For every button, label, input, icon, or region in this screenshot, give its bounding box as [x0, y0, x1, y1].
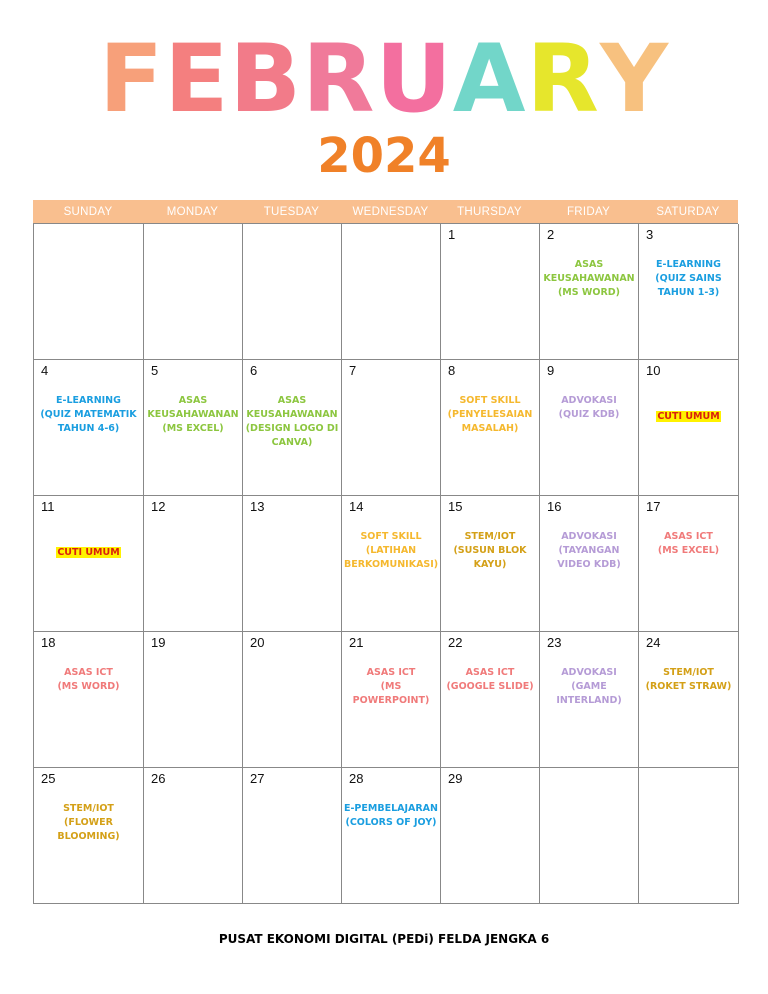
- day-cell: [441, 360, 540, 496]
- day-number: 1: [448, 227, 456, 242]
- month-letter: R: [526, 25, 600, 134]
- event-label: ASAS KEUSAHAWANAN (DESIGN LOGO DI CANVA): [245, 395, 339, 448]
- day-cell: [342, 224, 441, 360]
- day-number: 16: [547, 499, 562, 514]
- day-cell: [243, 224, 342, 360]
- holiday-highlight: CUTI UMUM: [657, 411, 720, 422]
- day-cell: [144, 360, 243, 496]
- day-number: 19: [151, 635, 166, 650]
- weekday-monday: MONDAY: [166, 205, 219, 218]
- day-number: 28: [349, 771, 364, 786]
- weekday-tuesday: TUESDAY: [263, 205, 320, 218]
- event-label: E-PEMBELAJARAN (COLORS OF JOY): [344, 803, 438, 828]
- day-number: 12: [151, 499, 166, 514]
- day-cell: [540, 632, 639, 768]
- day-number: 20: [250, 635, 265, 650]
- day-cell: [441, 632, 540, 768]
- day-number: 11: [41, 499, 55, 514]
- day-number: 3: [646, 227, 654, 242]
- day-number: 13: [250, 499, 265, 514]
- day-cell: [34, 768, 144, 904]
- day-cell: [441, 768, 540, 904]
- event-label: ASAS ICT (GOOGLE SLIDE): [446, 667, 534, 692]
- event-label: ASAS KEUSAHAWANAN (MS EXCEL): [147, 395, 239, 434]
- day-number: 18: [41, 635, 56, 650]
- holiday-highlight: CUTI UMUM: [57, 547, 120, 558]
- day-cell: [342, 768, 441, 904]
- event-label: ADVOKASI (TAYANGAN VIDEO KDB): [557, 531, 621, 570]
- day-number: 24: [646, 635, 661, 650]
- day-cell: [441, 496, 540, 632]
- day-cell: [144, 224, 243, 360]
- event-label: [641, 410, 736, 424]
- weekday-thursday: THURSDAY: [457, 205, 522, 218]
- footer-text: PUSAT EKONOMI DIGITAL (PEDi) FELDA JENGKA 6: [218, 932, 550, 946]
- day-cell: [342, 632, 441, 768]
- day-cell: [34, 224, 144, 360]
- month-letter: U: [375, 25, 453, 134]
- day-number: 26: [151, 771, 166, 786]
- event-label: ASAS ICT (MS WORD): [57, 667, 120, 692]
- event-label: SOFT SKILL (LATIHAN BERKOMUNIKASI): [344, 531, 439, 570]
- day-number: 9: [547, 363, 555, 378]
- day-number: 22: [448, 635, 463, 650]
- day-cell: [540, 360, 639, 496]
- event-label: STEM/IOT (ROKET STRAW): [645, 667, 732, 692]
- month-letter: R: [302, 25, 376, 134]
- month-letter: A: [452, 25, 527, 134]
- day-cell: [639, 632, 739, 768]
- day-number: 17: [646, 499, 661, 514]
- weekday-wednesday: WEDNESDAY: [352, 205, 429, 218]
- day-number: 15: [448, 499, 463, 514]
- day-cell: [540, 224, 639, 360]
- day-cell: [243, 496, 342, 632]
- event-label: STEM/IOT (FLOWER BLOOMING): [57, 803, 120, 842]
- day-number: 21: [349, 635, 364, 650]
- day-cell: [342, 496, 441, 632]
- day-number: 29: [448, 771, 463, 786]
- day-cell: [34, 632, 144, 768]
- day-number: 8: [448, 363, 456, 378]
- day-number: 4: [41, 363, 49, 378]
- day-number: 23: [547, 635, 562, 650]
- month-letter: E: [164, 25, 230, 134]
- event-label: ASAS ICT (MS POWERPOINT): [352, 667, 430, 706]
- event-label: ADVOKASI (GAME INTERLAND): [556, 667, 622, 706]
- day-cell: [243, 768, 342, 904]
- day-cell: [243, 632, 342, 768]
- day-number: 6: [250, 363, 258, 378]
- day-cell: [639, 224, 739, 360]
- day-cell: [34, 360, 144, 496]
- event-label: ADVOKASI (QUIZ KDB): [558, 395, 620, 420]
- calendar-grid: [33, 223, 738, 904]
- day-cell: [342, 360, 441, 496]
- event-label: STEM/IOT (SUSUN BLOK KAYU): [453, 531, 527, 570]
- month-letter: B: [229, 25, 303, 134]
- day-number: 5: [151, 363, 159, 378]
- month-title: [0, 25, 768, 134]
- event-label: ASAS ICT (MS EXCEL): [657, 531, 720, 556]
- weekday-saturday: SATURDAY: [656, 205, 720, 218]
- day-cell: [144, 496, 243, 632]
- day-number: 27: [250, 771, 265, 786]
- weekday-friday: FRIDAY: [566, 205, 611, 218]
- weekday-header: [33, 200, 738, 223]
- day-cell: [540, 496, 639, 632]
- day-cell: [639, 496, 739, 632]
- day-cell: [540, 768, 639, 904]
- day-cell: [144, 768, 243, 904]
- day-number: 14: [349, 499, 364, 514]
- month-letter: Y: [599, 25, 670, 134]
- day-number: 2: [547, 227, 555, 242]
- day-number: 25: [41, 771, 56, 786]
- weekday-sunday: SUNDAY: [63, 205, 113, 218]
- year-title: 2024: [317, 128, 451, 184]
- day-number: 7: [349, 363, 357, 378]
- day-cell: [144, 632, 243, 768]
- day-cell: [639, 360, 739, 496]
- event-label: ASAS KEUSAHAWANAN (MS WORD): [543, 259, 635, 298]
- day-cell: [34, 496, 144, 632]
- calendar: [33, 200, 738, 904]
- month-letter: F: [98, 25, 165, 134]
- event-label: E-LEARNING (QUIZ MATEMATIK TAHUN 4-6): [40, 395, 137, 434]
- event-label: SOFT SKILL (PENYELESAIAN MASALAH): [447, 395, 533, 434]
- event-label: [36, 546, 141, 560]
- day-number: 10: [646, 363, 661, 378]
- day-cell: [243, 360, 342, 496]
- day-cell: [441, 224, 540, 360]
- day-cell: [639, 768, 739, 904]
- event-label: E-LEARNING (QUIZ SAINS TAHUN 1-3): [655, 259, 722, 298]
